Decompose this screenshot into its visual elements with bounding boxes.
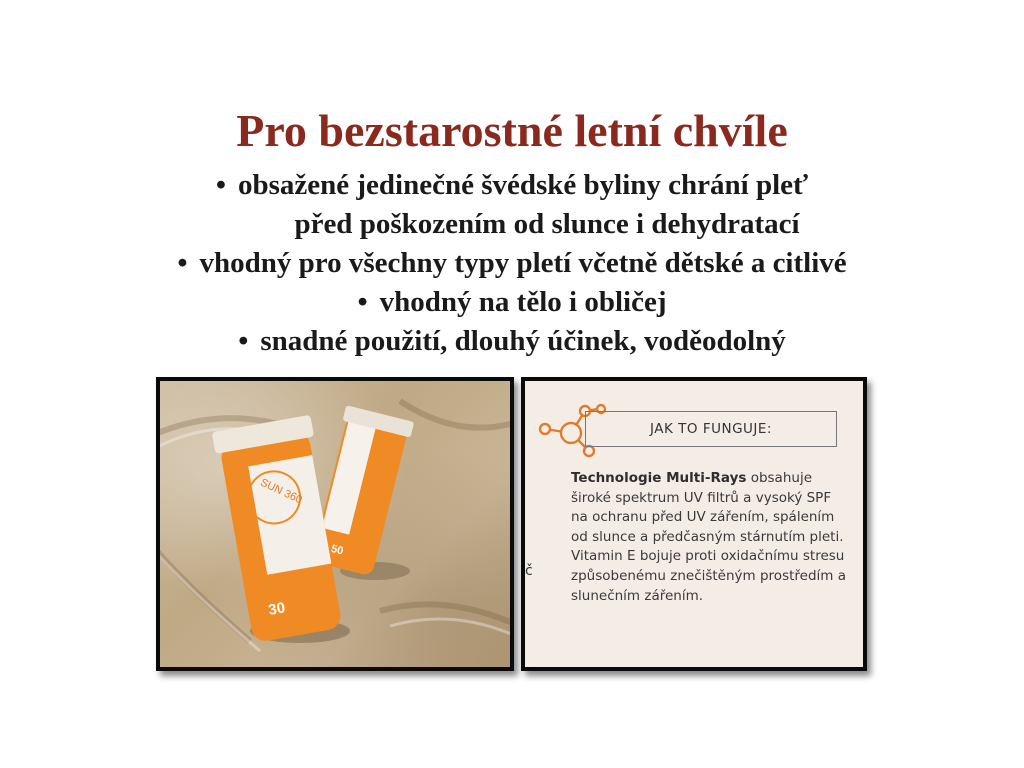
bullet-continuation: před poškozením od slunce i dehydratací	[294, 208, 800, 240]
how-it-works-panel	[521, 377, 867, 671]
bullet-list	[0, 166, 1024, 361]
panel-heading: JAK TO FUNGUJE:	[650, 421, 772, 437]
product-photo	[156, 377, 514, 671]
panel-body	[571, 469, 851, 606]
bullet-text: obsažené jedinečné švédské byliny chrání pleť	[237, 169, 809, 201]
bullet-text: snadné použití, dlouhý účinek, voděodolný	[260, 325, 786, 357]
bullet-dot: •	[177, 247, 188, 279]
tube1-brand: SUN 360	[258, 476, 304, 507]
bullet-item	[0, 244, 1024, 283]
side-mark: č	[525, 563, 533, 579]
bullet-text: vhodný pro všechny typy pletí včetně dětské a citlivé	[199, 247, 847, 279]
bullet-dot: •	[238, 325, 249, 357]
heading-box	[585, 411, 837, 447]
bullet-dot: •	[357, 286, 368, 318]
bullet-item	[0, 283, 1024, 322]
tube2-spf: 50	[329, 542, 345, 558]
sunscreen-tubes-illustration	[160, 381, 510, 667]
panel-bold-lead: Technologie Multi-Rays	[571, 470, 747, 486]
bullet-dot: •	[215, 169, 226, 201]
bullet-item	[0, 322, 1024, 361]
slide-title: Pro bezstarostné letní chvíle	[236, 105, 788, 156]
tube1-spf: 30	[267, 599, 287, 619]
bullet-text: vhodný na tělo i obličej	[379, 286, 667, 318]
bullet-item	[0, 166, 1024, 205]
panel-body-text: obsahuje široké spektrum UV filtrů a vysoký SPF na ochranu před UV zářením, spálením od slunce a předčasným stárnutím pleti. Vitamin E bojuje proti oxidačnímu stresu způsobenému znečištěným prostředím a slunečním zářením.	[571, 470, 846, 604]
